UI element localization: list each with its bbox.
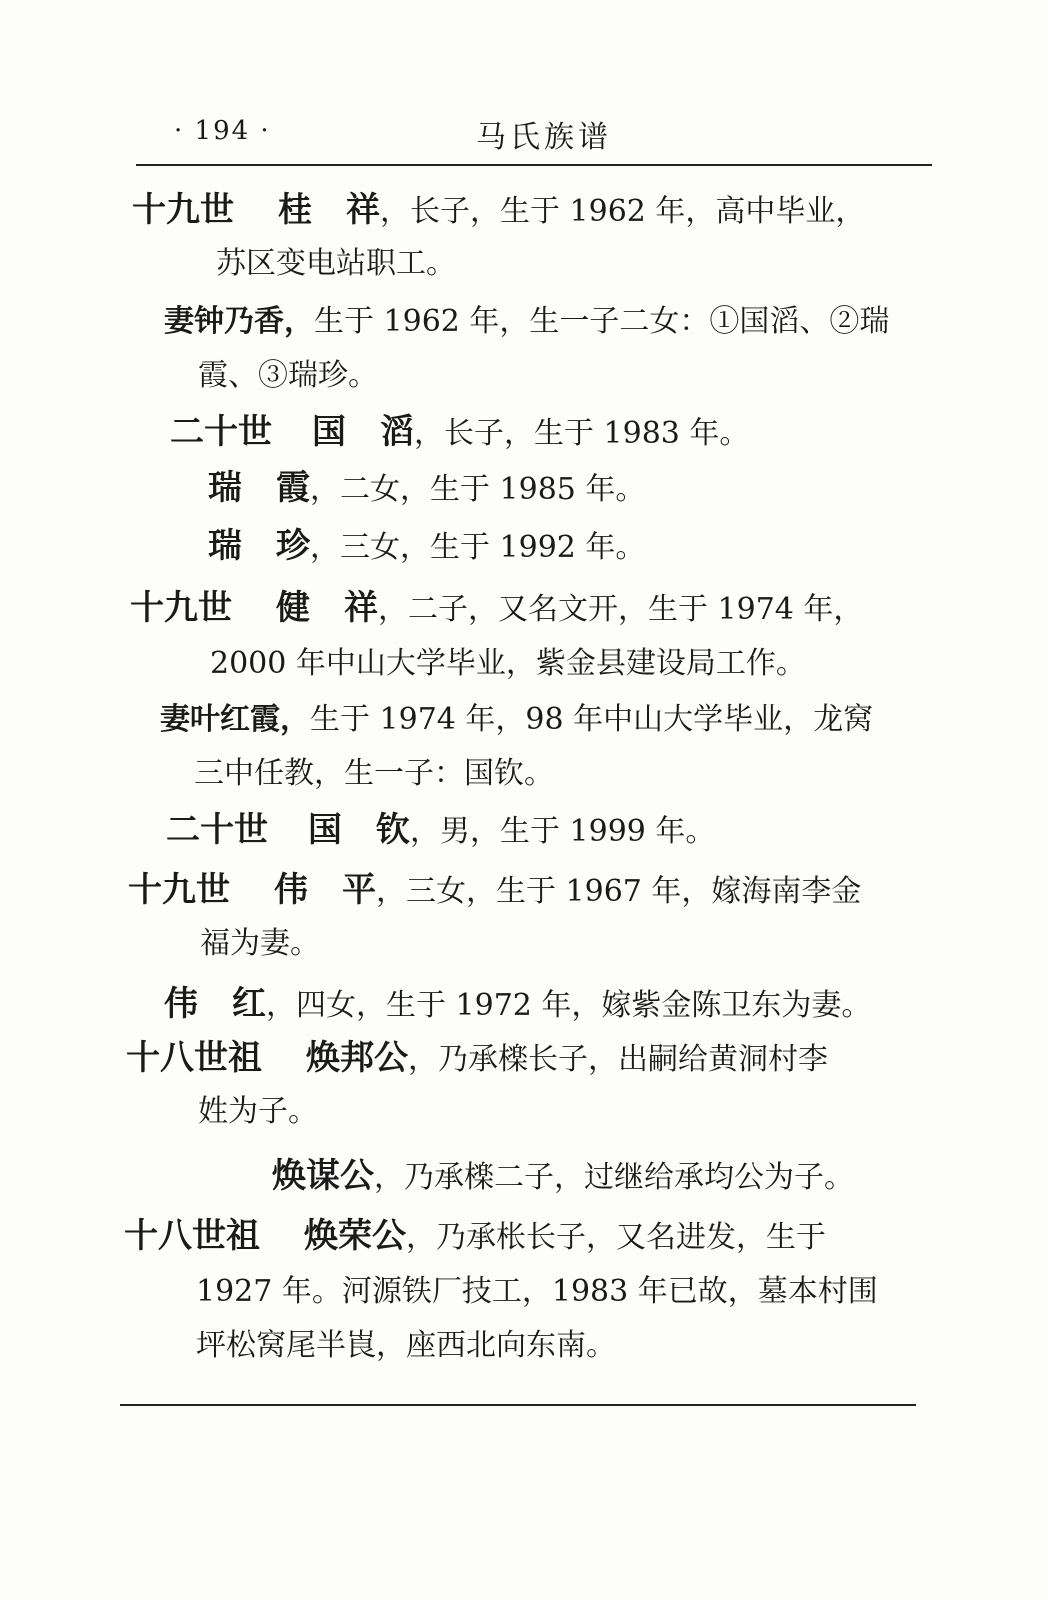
entry-line	[164, 304, 889, 340]
entry-line	[160, 702, 873, 738]
entry-line: 1927 年。河源铁厂技工，1983 年已故，墓本村围	[196, 1274, 878, 1309]
entry-line	[130, 590, 863, 628]
entry-line: 坪松窝尾半崀，座西北向东南。	[196, 1328, 616, 1363]
person-name: 健 祥	[276, 588, 378, 628]
entry-line	[208, 528, 645, 566]
entry-line	[166, 812, 715, 850]
generation-label: 十九世	[130, 588, 232, 628]
generation-label: 十八世祖	[124, 1216, 260, 1256]
page-header-title: 马氏族谱	[476, 120, 612, 155]
entry-line	[164, 986, 871, 1024]
entry-text: ，三女，生于 1967 年，嫁海南李金	[376, 874, 862, 909]
generation-label: 二十世	[170, 412, 272, 452]
person-name: 伟 红	[164, 984, 266, 1024]
entry-text: ，二女，生于 1985 年。	[310, 472, 646, 507]
person-name: 焕邦公	[306, 1038, 408, 1078]
entry-text: ，四女，生于 1972 年，嫁紫金陈卫东为妻。	[266, 988, 872, 1023]
entry-text: ，乃承枨长子，又名进发，生于	[406, 1220, 826, 1255]
entry-line: 苏区变电站职工。	[216, 246, 456, 281]
entry-line	[208, 470, 645, 508]
entry-text: 生于 1974 年，98 年中山大学毕业，龙窝	[310, 702, 874, 737]
person-name: 焕谋公	[272, 1156, 374, 1196]
entry-text: ，三女，生于 1992 年。	[310, 530, 646, 565]
entry-text: ，长子，生于 1962 年，高中毕业，	[380, 194, 866, 229]
footer-rule	[120, 1404, 916, 1406]
entry-text: 生于 1962 年，生一子二女：①国滔、②瑞	[314, 304, 890, 339]
person-name: 国 钦	[308, 810, 410, 850]
generation-label: 十九世	[128, 870, 230, 910]
person-name: 瑞 珍	[208, 526, 310, 566]
generation-label: 十八世祖	[126, 1038, 262, 1078]
entry-line	[128, 872, 861, 910]
entry-line	[126, 1040, 828, 1078]
wife-name: 妻钟乃香，	[164, 304, 314, 339]
entry-line: 霞、③瑞珍。	[198, 358, 378, 393]
entry-text: ，乃承檪长子，出嗣给黄洞村李	[408, 1042, 828, 1077]
entry-line: 姓为子。	[198, 1094, 318, 1129]
person-name: 桂 祥	[278, 190, 380, 230]
entry-line: 三中任教，生一子：国钦。	[194, 756, 554, 791]
entry-text: ，男，生于 1999 年。	[410, 814, 716, 849]
generation-label: 二十世	[166, 810, 268, 850]
page-number: · 194 ·	[174, 116, 271, 146]
generation-label: 十九世	[132, 190, 234, 230]
entry-text: ，长子，生于 1983 年。	[414, 416, 750, 451]
entry-line	[272, 1158, 854, 1196]
wife-name: 妻叶红霞，	[160, 702, 310, 737]
person-name: 瑞 霞	[208, 468, 310, 508]
entry-line: 福为妻。	[200, 926, 320, 961]
person-name: 国 滔	[312, 412, 414, 452]
person-name: 焕荣公	[304, 1216, 406, 1256]
entry-line	[124, 1218, 826, 1256]
entry-text: ，乃承檪二子，过继给承均公为子。	[374, 1160, 854, 1195]
person-name: 伟 平	[274, 870, 376, 910]
header-rule	[136, 164, 932, 166]
entry-line: 2000 年中山大学毕业，紫金县建设局工作。	[210, 646, 806, 681]
entry-text: ，二子，又名文开，生于 1974 年，	[378, 592, 864, 627]
entry-line	[132, 192, 865, 230]
entry-line	[170, 414, 749, 452]
